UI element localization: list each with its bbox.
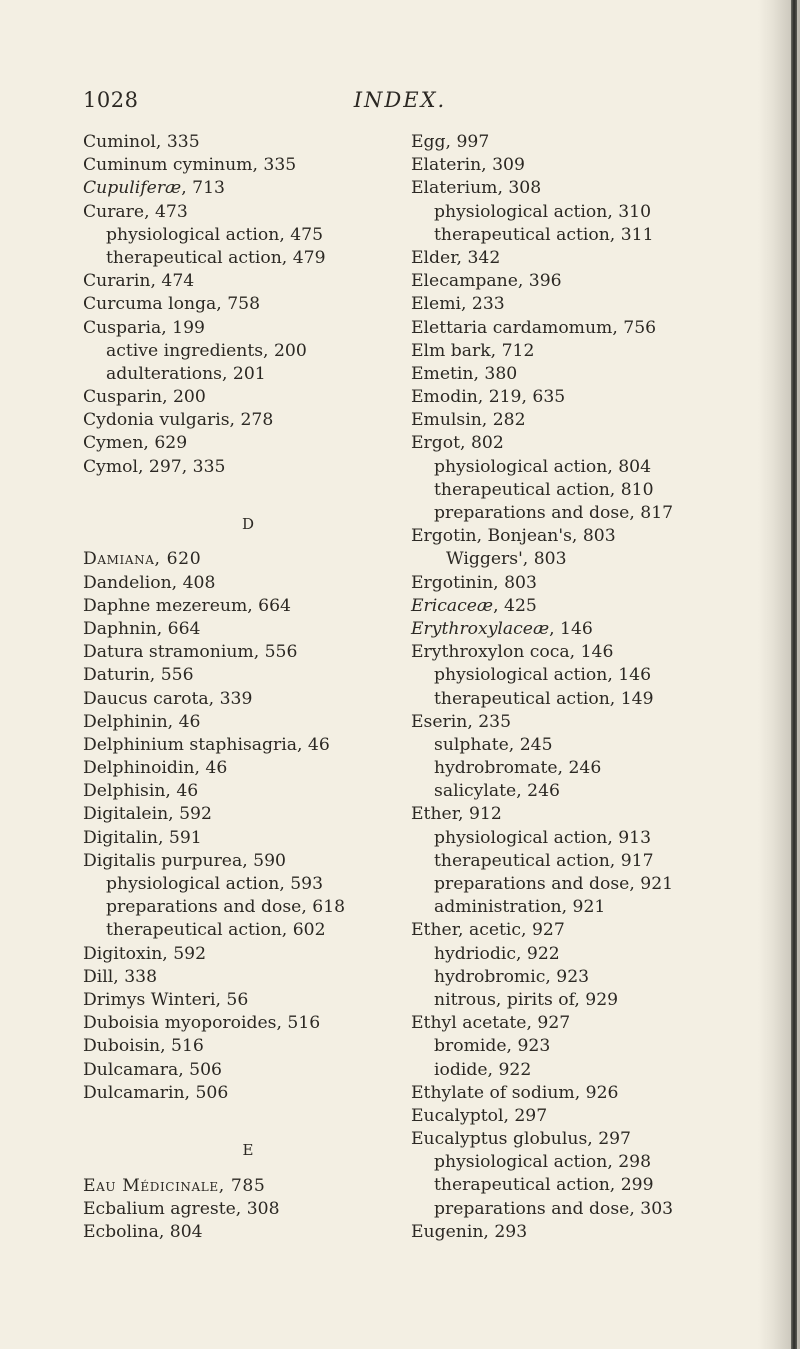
page-header	[0, 80, 760, 120]
index-entry	[411, 1105, 741, 1128]
index-entry	[83, 293, 413, 316]
index-entry-text: Cusparin, 200	[83, 387, 206, 408]
index-entry-text: Elemi, 233	[411, 294, 505, 315]
index-subentry	[411, 1174, 741, 1197]
index-entry-text: adulterations, 201	[106, 363, 266, 384]
index-entry-text: hydrobromate, 246	[434, 758, 602, 779]
index-entry-text: Ether, 912	[411, 804, 502, 825]
index-entry-text: iodide, 922	[434, 1059, 532, 1080]
index-entry-text: physiological action, 913	[434, 827, 652, 848]
index-entry-text: Duboisin, 516	[83, 1036, 204, 1057]
index-entry-text: Digitalein, 592	[83, 804, 212, 825]
index-entry	[83, 595, 413, 618]
index-entry	[83, 317, 413, 340]
index-entry-text: Datura stramonium, 556	[83, 642, 298, 663]
index-subentry	[83, 224, 413, 247]
index-entry-text: Digitalin, 591	[83, 827, 202, 848]
index-entry-text: physiological action, 146	[434, 665, 652, 686]
index-entry-text: Elm bark, 712	[411, 340, 535, 361]
index-entry-text: Cydonia vulgaris, 278	[83, 410, 274, 431]
index-entry-text: Delphisin, 46	[83, 781, 199, 802]
index-entry-text: Eucalyptol, 297	[411, 1105, 548, 1126]
index-entry	[411, 1221, 741, 1244]
index-subentry	[411, 1198, 741, 1221]
index-entry-text: Ethyl acetate, 927	[411, 1013, 571, 1034]
index-entry	[411, 386, 741, 409]
index-entry	[411, 340, 741, 363]
index-entry-text: bromide, 923	[434, 1036, 551, 1057]
index-entry	[411, 1082, 741, 1105]
index-subentry	[411, 896, 741, 919]
page-number: 1028	[83, 88, 139, 112]
index-subentry	[83, 247, 413, 270]
index-subentry	[83, 919, 413, 942]
index-entry-text: preparations and dose, 303	[434, 1198, 674, 1219]
index-subentry	[411, 989, 741, 1012]
index-entry-text: Delphinin, 46	[83, 711, 201, 732]
index-subentry	[411, 734, 741, 757]
index-entry-text: Cuminum cyminum, 335	[83, 155, 297, 176]
index-entry-text: Emodin, 219, 635	[411, 387, 566, 408]
index-entry-text: Daucus carota, 339	[83, 688, 253, 709]
index-entry	[83, 989, 413, 1012]
index-entry	[411, 154, 741, 177]
index-entry-text: therapeutical action, 311	[434, 224, 654, 245]
index-entry	[411, 131, 741, 154]
index-subentry	[411, 456, 741, 479]
index-entry-text: therapeutical action, 810	[434, 479, 654, 500]
index-entry	[83, 850, 413, 873]
index-entry	[83, 1175, 413, 1198]
index-entry	[83, 1198, 413, 1221]
index-subentry	[411, 548, 741, 571]
index-entry-text: Digitalis purpurea, 590	[83, 850, 286, 871]
index-entry-text: Cymol, 297, 335	[83, 456, 226, 477]
index-entry	[83, 432, 413, 455]
index-entry	[83, 803, 413, 826]
index-entry	[411, 919, 741, 942]
index-entry-text: Delphinium staphisagria, 46	[83, 734, 330, 755]
index-entry-text: Eucalyptus globulus, 297	[411, 1129, 631, 1150]
index-subentry	[83, 340, 413, 363]
index-entry	[83, 780, 413, 803]
index-subentry	[411, 757, 741, 780]
index-entry-text: Daphnin, 664	[83, 618, 201, 639]
book-spine-edge	[791, 0, 797, 1349]
index-entry-text: hydrobromic, 923	[434, 966, 590, 987]
index-entry-text: Eau Médicinale, 785	[83, 1175, 266, 1196]
index-entry-text: Curarin, 474	[83, 271, 195, 292]
index-entry	[83, 131, 413, 154]
index-entry	[83, 177, 413, 200]
index-entry-text: Cusparia, 199	[83, 317, 205, 338]
index-entry-text: therapeutical action, 479	[106, 247, 326, 268]
index-entry-text: therapeutical action, 917	[434, 850, 654, 871]
index-subentry	[411, 688, 741, 711]
index-entry-text: Ergot, 802	[411, 433, 504, 454]
index-subentry	[411, 664, 741, 687]
index-entry-term: Cupuliferæ	[83, 178, 182, 199]
index-entry	[411, 270, 741, 293]
index-entry	[83, 548, 413, 571]
index-subentry	[411, 827, 741, 850]
index-entry-text: Elaterium, 308	[411, 178, 542, 199]
index-entry	[83, 1059, 413, 1082]
index-entry-text: physiological action, 310	[434, 201, 652, 222]
index-entry	[83, 456, 413, 479]
index-entry	[83, 1035, 413, 1058]
index-entry-text: Duboisia myoporoides, 516	[83, 1013, 321, 1034]
index-entry	[83, 827, 413, 850]
index-entry-text: physiological action, 298	[434, 1152, 652, 1173]
index-entry-text: physiological action, 593	[106, 874, 324, 895]
index-subentry	[411, 1035, 741, 1058]
index-entry-text: preparations and dose, 817	[434, 503, 674, 523]
index-entry-text: Digitoxin, 592	[83, 943, 207, 964]
index-entry	[83, 734, 413, 757]
index-entry-text: Wiggers', 803	[446, 549, 567, 570]
index-entry	[411, 525, 741, 548]
index-entry	[411, 641, 741, 664]
index-entry	[83, 966, 413, 989]
index-entry-term: Erythroxylaceæ	[411, 618, 550, 639]
index-entry-text: Elaterin, 309	[411, 155, 525, 176]
index-entry	[83, 201, 413, 224]
index-entry-text: preparations and dose, 618	[106, 897, 346, 918]
index-entry	[83, 711, 413, 734]
index-subentry	[411, 1151, 741, 1174]
index-entry	[83, 409, 413, 432]
index-entry-text: administration, 921	[434, 897, 606, 918]
index-entry-text: Ecbalium agreste, 308	[83, 1198, 280, 1219]
index-entry-text: physiological action, 475	[106, 224, 324, 245]
index-entry-text: Dandelion, 408	[83, 572, 216, 593]
index-entry-text: Dill, 338	[83, 966, 158, 987]
index-entry-text: Emulsin, 282	[411, 410, 526, 431]
index-entry	[83, 154, 413, 177]
index-entry-text: Ecbolina, 804	[83, 1221, 203, 1242]
index-entry-text: Cuminol, 335	[83, 132, 200, 152]
index-entry-text: Daturin, 556	[83, 665, 194, 686]
index-entry-text: , 425	[493, 595, 537, 616]
index-entry	[411, 803, 741, 826]
index-entry-text: Ergotin, Bonjean's, 803	[411, 526, 616, 547]
index-entry	[411, 572, 741, 595]
index-entry	[411, 711, 741, 734]
index-subentry	[411, 780, 741, 803]
index-entry	[83, 1012, 413, 1035]
index-entry-text: Ether, acetic, 927	[411, 920, 565, 941]
index-entry-text: therapeutical action, 299	[434, 1175, 654, 1196]
index-entry-text: Dulcamara, 506	[83, 1059, 222, 1080]
section-letter-heading: E	[242, 1140, 254, 1159]
index-subentry	[411, 850, 741, 873]
index-entry	[83, 641, 413, 664]
index-entry-text: active ingredients, 200	[106, 340, 307, 361]
index-entry	[83, 757, 413, 780]
index-entry	[83, 664, 413, 687]
index-subentry	[411, 224, 741, 247]
index-entry	[411, 1128, 741, 1151]
index-entry-text: hydriodic, 922	[434, 943, 560, 964]
index-entry	[411, 293, 741, 316]
index-entry-text: Curare, 473	[83, 201, 188, 222]
section-letter-heading: D	[241, 514, 255, 533]
index-subentry	[411, 873, 741, 896]
index-entry-text: preparations and dose, 921	[434, 874, 674, 894]
index-entry	[83, 270, 413, 293]
index-entry	[83, 688, 413, 711]
index-entry	[83, 386, 413, 409]
index-entry-text: , 146	[549, 618, 593, 639]
index-entry	[83, 1221, 413, 1244]
index-entry-text: therapeutical action, 149	[434, 688, 654, 709]
index-subentry	[411, 1059, 741, 1082]
index-column-left	[83, 131, 413, 1244]
index-entry	[83, 1082, 413, 1105]
index-entry-text: Eserin, 235	[411, 711, 512, 732]
index-entry-text: Dulcamarin, 506	[83, 1082, 229, 1103]
index-subentry	[411, 943, 741, 966]
index-entry-text: Damiana, 620	[83, 549, 202, 570]
index-entry-text: Erythroxylon coca, 146	[411, 642, 614, 663]
index-entry-text: Drimys Winteri, 56	[83, 989, 249, 1010]
index-entry-text: Elettaria cardamomum, 756	[411, 317, 657, 338]
index-entry-term: Ericaceæ	[411, 595, 494, 616]
index-entry-text: Eugenin, 293	[411, 1221, 528, 1242]
index-entry-text: nitrous, pirits of, 929	[434, 989, 619, 1010]
index-entry-text: Elecampane, 396	[411, 271, 562, 292]
index-subentry	[411, 201, 741, 224]
index-entry	[411, 177, 741, 200]
index-entry	[411, 618, 741, 641]
index-subentry	[411, 966, 741, 989]
index-entry-text: Ergotinin, 803	[411, 572, 537, 593]
index-column-right	[411, 131, 741, 1244]
index-entry-text: Ethylate of sodium, 926	[411, 1082, 619, 1103]
index-entry-text: Emetin, 380	[411, 363, 518, 384]
index-entry	[411, 363, 741, 386]
index-entry-text: Curcuma longa, 758	[83, 294, 261, 315]
index-subentry	[83, 363, 413, 386]
index-entry	[411, 317, 741, 340]
index-entry	[411, 1012, 741, 1035]
index-subentry	[411, 479, 741, 502]
index-subentry	[83, 873, 413, 896]
index-entry	[83, 943, 413, 966]
index-entry	[411, 409, 741, 432]
index-entry-text: Elder, 342	[411, 247, 501, 268]
index-entry-text: sulphate, 245	[434, 734, 553, 755]
index-entry-text: Delphinoidin, 46	[83, 758, 228, 779]
index-entry	[411, 247, 741, 270]
index-subentry	[83, 896, 413, 919]
index-entry	[411, 432, 741, 455]
index-entry	[411, 595, 741, 618]
index-entry-text: Egg, 997	[411, 132, 490, 152]
running-head: INDEX.	[353, 88, 447, 112]
index-entry-text: Cymen, 629	[83, 433, 188, 454]
index-entry	[83, 618, 413, 641]
index-entry-text: , 713	[181, 178, 225, 199]
index-entry-text: therapeutical action, 602	[106, 920, 326, 941]
index-entry	[83, 572, 413, 595]
index-subentry	[411, 502, 741, 525]
index-entry-text: salicylate, 246	[434, 781, 560, 802]
index-entry-text: Daphne mezereum, 664	[83, 595, 291, 616]
index-entry-text: physiological action, 804	[434, 456, 652, 477]
